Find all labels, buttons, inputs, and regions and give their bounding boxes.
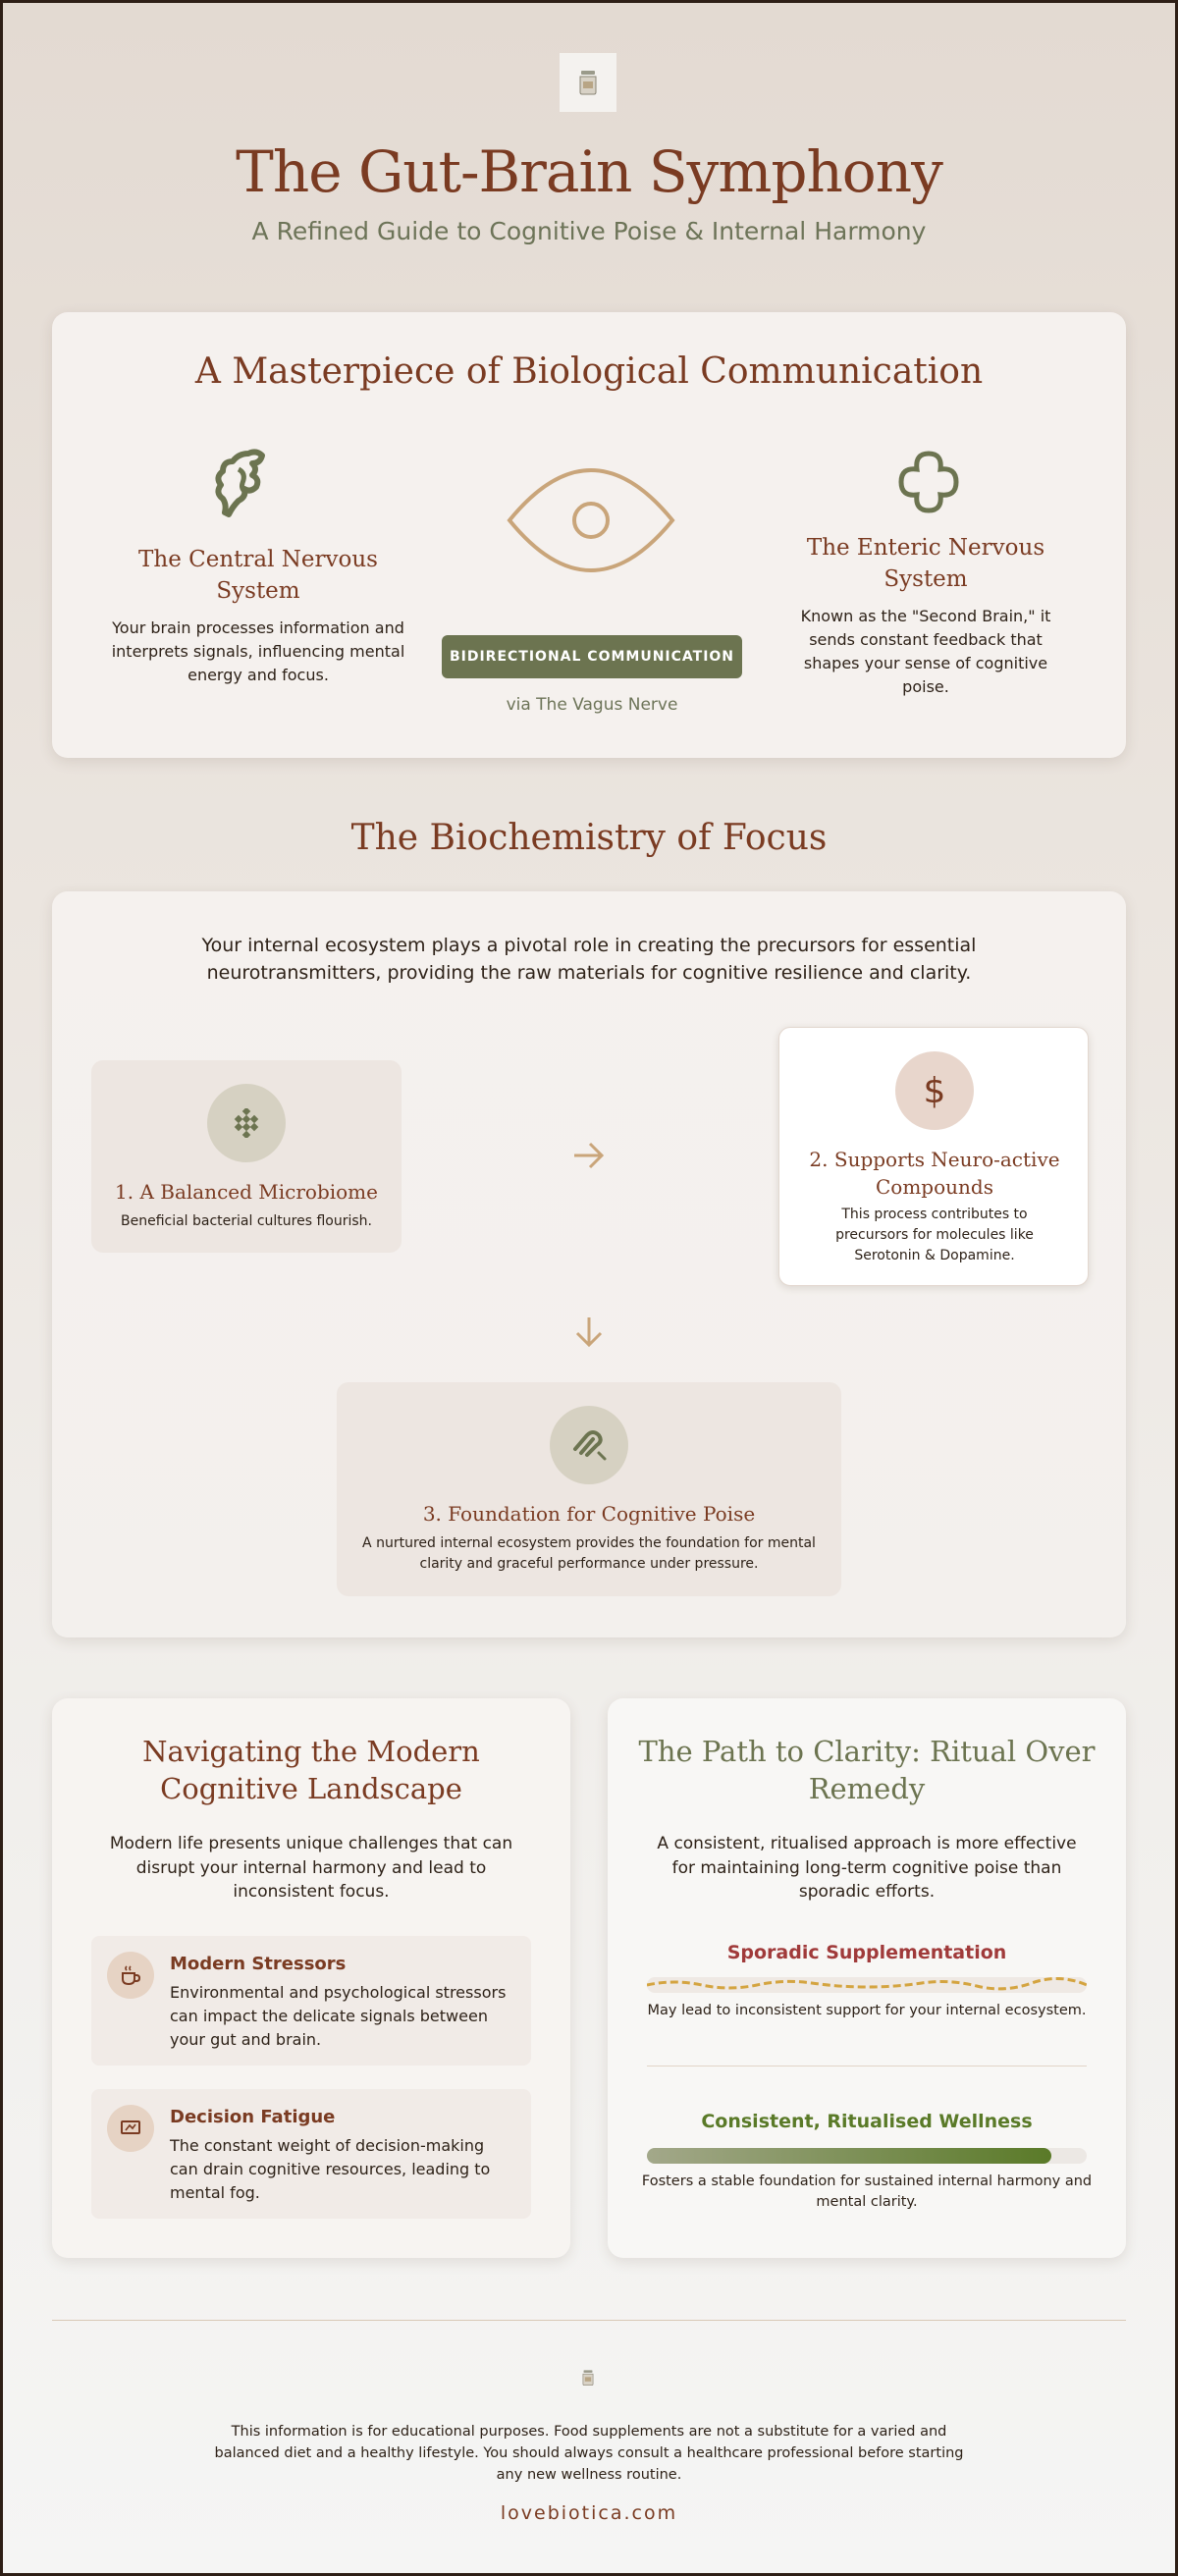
step-1-text: Beneficial bacterial cultures flourish. <box>120 1213 372 1229</box>
step-1-title: 1. A Balanced Microbiome <box>115 1180 378 1204</box>
brain-icon <box>209 448 278 526</box>
vagus-label: via The Vagus Nerve <box>506 695 678 715</box>
stressor-item <box>91 1936 531 2066</box>
landscape-intro: Modern life presents unique challenges that can disrupt your internal harmony and lead to inconsistent focus. <box>109 1834 513 1903</box>
ens-title: The Enteric Nervous System <box>806 535 1045 593</box>
page-title: The Gut-Brain Symphony <box>236 138 942 205</box>
fatigue-item <box>91 2089 531 2219</box>
step-3-card <box>337 1382 841 1596</box>
disclaimer: This information is for educational purposes. Food supplements are not a substitute for a varied and balanced diet and a healthy lifestyle. You should always consult a healthcare professional before starting any new wellness routine. <box>214 2424 964 2483</box>
sporadic-bar <box>647 1977 1087 1993</box>
cns-text: Your brain processes information and interprets signals, influencing mental energy and focus. <box>111 618 405 684</box>
stressor-title: Modern Stressors <box>170 1954 347 1974</box>
consistent-bar <box>647 2148 1087 2164</box>
flower-icon <box>894 448 963 516</box>
screen-icon <box>107 2105 154 2152</box>
cup-icon <box>107 1952 154 1999</box>
fatigue-title: Decision Fatigue <box>170 2107 336 2127</box>
sporadic-text: May lead to inconsistent support for your internal ecosystem. <box>647 2003 1087 2018</box>
biochem-card <box>52 891 1126 1637</box>
ens-text: Known as the "Second Brain," it sends constant feedback that shapes your sense of cognitive poise. <box>800 607 1051 696</box>
communication-card <box>52 312 1126 758</box>
footer-divider <box>52 2320 1126 2321</box>
page <box>3 3 1175 2573</box>
pen-icon <box>550 1406 628 1484</box>
biochem-intro: Your internal ecosystem plays a pivotal role in creating the precursors for essential neurotransmitters, providing the raw materials for cognitive resilience and clarity. <box>201 935 977 984</box>
dollar-icon: $ <box>895 1051 974 1130</box>
bidirectional-badge: BIDIRECTIONAL COMMUNICATION <box>442 635 742 678</box>
ritual-title: The Path to Clarity: Ritual Over Remedy <box>638 1735 1096 1805</box>
consistent-title: Consistent, Ritualised Wellness <box>701 2111 1033 2132</box>
consistent-text: Fosters a stable foundation for sustained internal harmony and mental clarity. <box>641 2174 1093 2211</box>
sporadic-title: Sporadic Supplementation <box>726 1942 1007 1963</box>
step-1-card <box>91 1060 402 1253</box>
ritual-intro: A consistent, ritualised approach is more effective for maintaining long-term cognitive poise than sporadic efforts. <box>657 1834 1077 1903</box>
brand-logo <box>560 53 616 112</box>
dots-icon <box>207 1084 286 1162</box>
consistent-bar-fill <box>647 2148 1051 2164</box>
footer-logo-icon <box>581 2369 595 2387</box>
jar-icon <box>577 69 599 96</box>
stressor-text: Environmental and psychological stressors can impact the delicate signals between your gut and brain. <box>170 1983 507 2049</box>
arrow-right-icon <box>572 1141 606 1170</box>
step-2-title: 2. Supports Neuro-active Compounds <box>809 1148 1060 1199</box>
step-2-card <box>778 1027 1089 1286</box>
arrow-down-icon <box>574 1315 604 1349</box>
step-3-title: 3. Foundation for Cognitive Poise <box>422 1502 756 1526</box>
ritual-card <box>608 1698 1126 2258</box>
landscape-card <box>52 1698 570 2258</box>
page-subtitle: A Refined Guide to Cognitive Poise & Internal Harmony <box>251 217 927 245</box>
communication-title: A Masterpiece of Biological Communication <box>194 351 984 392</box>
step-2-text: This process contributes to precursors for molecules like Serotonin & Dopamine. <box>835 1207 1034 1263</box>
website-link[interactable]: lovebiotica.com <box>500 2502 678 2524</box>
fatigue-text: The constant weight of decision-making can drain cognitive resources, leading to mental fog. <box>170 2136 491 2202</box>
step-3-text: A nurtured internal ecosystem provides the foundation for mental clarity and graceful performance under pressure. <box>362 1535 816 1572</box>
cns-title: The Central Nervous System <box>138 547 378 605</box>
biochem-title: The Biochemistry of Focus <box>350 818 828 858</box>
landscape-title: Navigating the Modern Cognitive Landscape <box>142 1735 480 1805</box>
eye-icon <box>506 459 676 581</box>
